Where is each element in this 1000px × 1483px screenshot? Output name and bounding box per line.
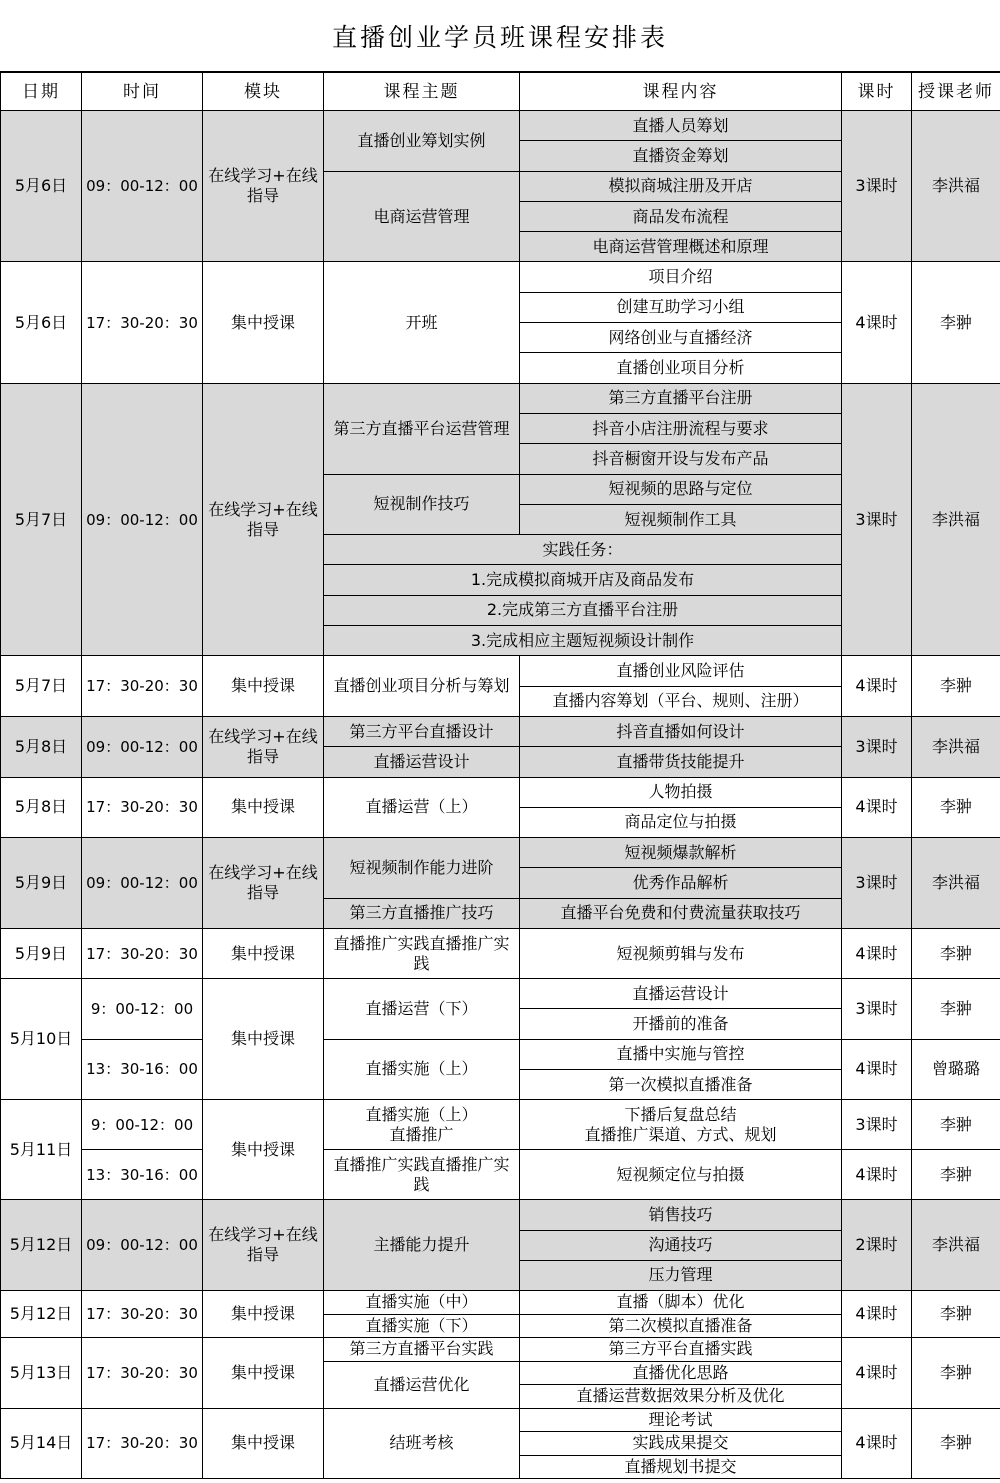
content-cell: 直播创业项目分析 — [520, 353, 842, 383]
content-cell: 人物拍摄 — [520, 777, 842, 807]
module-cell: 在线学习+在线指导 — [203, 111, 324, 262]
content-cell: 2.完成第三方直播平台注册 — [324, 595, 842, 625]
module-cell: 集中授课 — [203, 777, 324, 838]
date-cell: 5月10日 — [1, 979, 82, 1100]
topic-cell: 短视制作技巧 — [324, 474, 520, 535]
date-cell: 5月12日 — [1, 1291, 82, 1338]
teacher-cell: 李翀 — [912, 929, 1000, 979]
teacher-cell: 李翀 — [912, 1408, 1000, 1479]
date-cell: 5月8日 — [1, 716, 82, 777]
date-cell: 5月13日 — [1, 1338, 82, 1409]
content-cell: 直播创业风险评估 — [520, 656, 842, 686]
content-cell: 直播中实施与管控 — [520, 1039, 842, 1069]
hours-cell: 4课时 — [842, 929, 912, 979]
hours-cell: 3课时 — [842, 111, 912, 262]
hours-cell: 4课时 — [842, 1039, 912, 1100]
time-cell: 17：30-20：30 — [82, 777, 203, 838]
time-cell: 17：30-20：30 — [82, 262, 203, 383]
table-row — [1, 111, 1000, 141]
date-cell: 5月8日 — [1, 777, 82, 838]
teacher-cell: 李翀 — [912, 656, 1000, 717]
content-cell: 直播运营设计 — [520, 979, 842, 1009]
module-cell: 在线学习+在线指导 — [203, 716, 324, 777]
time-cell: 09：00-12：00 — [82, 716, 203, 777]
page-title: 直播创业学员班课程安排表 — [0, 0, 1000, 72]
topic-cell: 直播创业筹划实例 — [324, 111, 520, 172]
content-cell: 理论考试 — [520, 1408, 842, 1432]
teacher-cell: 李翀 — [912, 1338, 1000, 1409]
hours-cell: 3课时 — [842, 383, 912, 656]
topic-cell: 第三方直播平台实践 — [324, 1338, 520, 1362]
hours-cell: 3课时 — [842, 1100, 912, 1150]
teacher-cell: 李洪福 — [912, 1200, 1000, 1291]
topic-cell: 直播运营设计 — [324, 747, 520, 777]
content-cell: 创建互助学习小组 — [520, 292, 842, 322]
time-cell: 17：30-20：30 — [82, 656, 203, 717]
content-cell: 沟通技巧 — [520, 1230, 842, 1260]
content-cell: 第三方平台直播实践 — [520, 1338, 842, 1362]
teacher-cell: 李翀 — [912, 1150, 1000, 1200]
content-cell: 实践任务： — [324, 535, 842, 565]
hours-cell: 3课时 — [842, 716, 912, 777]
table-row — [1, 383, 1000, 413]
teacher-cell: 李翀 — [912, 262, 1000, 383]
time-cell: 9：00-12：00 — [82, 979, 203, 1040]
hours-cell: 2课时 — [842, 1200, 912, 1291]
content-cell: 电商运营管理概述和原理 — [520, 232, 842, 262]
content-cell: 短视频爆款解析 — [520, 838, 842, 868]
content-cell: 网络创业与直播经济 — [520, 323, 842, 353]
header-topic: 课程主题 — [324, 73, 520, 111]
table-row — [1, 929, 1000, 979]
time-cell: 09：00-12：00 — [82, 383, 203, 656]
hours-cell: 4课时 — [842, 656, 912, 717]
topic-cell: 短视频制作能力进阶 — [324, 838, 520, 899]
topic-cell: 结班考核 — [324, 1408, 520, 1479]
module-cell: 集中授课 — [203, 656, 324, 717]
content-cell: 1.完成模拟商城开店及商品发布 — [324, 565, 842, 595]
time-cell: 17：30-20：30 — [82, 929, 203, 979]
time-cell: 09：00-12：00 — [82, 1200, 203, 1291]
content-cell: 项目介绍 — [520, 262, 842, 292]
table-row — [1, 979, 1000, 1009]
content-cell: 开播前的准备 — [520, 1009, 842, 1039]
teacher-cell: 李翀 — [912, 1100, 1000, 1150]
table-row — [1, 656, 1000, 686]
time-cell: 17：30-20：30 — [82, 1291, 203, 1338]
header-module: 模块 — [203, 73, 324, 111]
topic-cell: 第三方平台直播设计 — [324, 716, 520, 746]
teacher-cell: 李洪福 — [912, 716, 1000, 777]
topic-cell: 直播运营（上） — [324, 777, 520, 838]
header-content: 课程内容 — [520, 73, 842, 111]
content-cell: 短视频制作工具 — [520, 504, 842, 534]
topic-cell: 直播实施（上） 直播推广 — [324, 1100, 520, 1150]
date-cell: 5月7日 — [1, 383, 82, 656]
content-cell: 直播运营数据效果分析及优化 — [520, 1385, 842, 1409]
teacher-cell: 李洪福 — [912, 838, 1000, 929]
date-cell: 5月6日 — [1, 111, 82, 262]
table-row — [1, 1100, 1000, 1150]
header-time: 时间 — [82, 73, 203, 111]
date-cell: 5月9日 — [1, 838, 82, 929]
teacher-cell: 李洪福 — [912, 383, 1000, 656]
teacher-cell: 曾璐璐 — [912, 1039, 1000, 1100]
module-cell: 集中授课 — [203, 1408, 324, 1479]
content-cell: 第三方直播平台注册 — [520, 383, 842, 413]
topic-cell: 直播实施（下） — [324, 1314, 520, 1338]
hours-cell: 4课时 — [842, 1408, 912, 1479]
content-cell: 直播资金筹划 — [520, 141, 842, 171]
time-cell: 13：30-16：00 — [82, 1150, 203, 1200]
topic-cell: 开班 — [324, 262, 520, 383]
schedule-table — [0, 72, 1000, 1479]
content-cell: 直播优化思路 — [520, 1361, 842, 1385]
date-cell: 5月12日 — [1, 1200, 82, 1291]
content-cell: 直播规划书提交 — [520, 1455, 842, 1479]
time-cell: 09：00-12：00 — [82, 838, 203, 929]
module-cell: 集中授课 — [203, 1338, 324, 1409]
table-row — [1, 838, 1000, 868]
content-cell: 短视频定位与拍摄 — [520, 1150, 842, 1200]
module-cell: 集中授课 — [203, 979, 324, 1100]
date-cell: 5月14日 — [1, 1408, 82, 1479]
hours-cell: 4课时 — [842, 1338, 912, 1409]
topic-cell: 电商运营管理 — [324, 171, 520, 262]
content-cell: 下播后复盘总结 直播推广渠道、方式、规划 — [520, 1100, 842, 1150]
table-row — [1, 1150, 1000, 1200]
date-cell: 5月6日 — [1, 262, 82, 383]
content-cell: 抖音橱窗开设与发布产品 — [520, 444, 842, 474]
date-cell: 5月9日 — [1, 929, 82, 979]
time-cell: 09：00-12：00 — [82, 111, 203, 262]
content-cell: 商品定位与拍摄 — [520, 807, 842, 837]
time-cell: 13：30-16：00 — [82, 1039, 203, 1100]
content-cell: 短视频的思路与定位 — [520, 474, 842, 504]
table-row — [1, 716, 1000, 746]
content-cell: 3.完成相应主题短视频设计制作 — [324, 626, 842, 656]
topic-cell: 第三方直播平台运营管理 — [324, 383, 520, 474]
content-cell: 直播人员筹划 — [520, 111, 842, 141]
module-cell: 集中授课 — [203, 262, 324, 383]
table-row — [1, 1291, 1000, 1315]
teacher-cell: 李翀 — [912, 777, 1000, 838]
content-cell: 模拟商城注册及开店 — [520, 171, 842, 201]
content-cell: 抖音小店注册流程与要求 — [520, 413, 842, 443]
module-cell: 集中授课 — [203, 929, 324, 979]
content-cell: 销售技巧 — [520, 1200, 842, 1230]
module-cell: 在线学习+在线指导 — [203, 383, 324, 656]
topic-cell: 直播推广实践直播推广实践 — [324, 929, 520, 979]
content-cell: 第一次模拟直播准备 — [520, 1069, 842, 1099]
content-cell: 优秀作品解析 — [520, 868, 842, 898]
teacher-cell: 李翀 — [912, 1291, 1000, 1338]
content-cell: 实践成果提交 — [520, 1432, 842, 1456]
content-cell: 短视频剪辑与发布 — [520, 929, 842, 979]
topic-cell: 直播推广实践直播推广实践 — [324, 1150, 520, 1200]
hours-cell: 3课时 — [842, 838, 912, 929]
content-cell: 抖音直播如何设计 — [520, 716, 842, 746]
topic-cell: 第三方直播推广技巧 — [324, 898, 520, 928]
date-cell: 5月11日 — [1, 1100, 82, 1200]
hours-cell: 4课时 — [842, 262, 912, 383]
table-row — [1, 1200, 1000, 1230]
header-row — [1, 73, 1000, 111]
content-cell: 直播内容筹划（平台、规则、注册） — [520, 686, 842, 716]
time-cell: 9：00-12：00 — [82, 1100, 203, 1150]
topic-cell: 主播能力提升 — [324, 1200, 520, 1291]
time-cell: 17：30-20：30 — [82, 1408, 203, 1479]
date-cell: 5月7日 — [1, 656, 82, 717]
header-date: 日期 — [1, 73, 82, 111]
topic-cell: 直播实施（中） — [324, 1291, 520, 1315]
module-cell: 集中授课 — [203, 1291, 324, 1338]
table-row — [1, 1408, 1000, 1432]
teacher-cell: 李洪福 — [912, 111, 1000, 262]
table-row — [1, 1039, 1000, 1069]
topic-cell: 直播创业项目分析与筹划 — [324, 656, 520, 717]
module-cell: 在线学习+在线指导 — [203, 1200, 324, 1291]
hours-cell: 4课时 — [842, 1291, 912, 1338]
hours-cell: 4课时 — [842, 777, 912, 838]
header-hours: 课时 — [842, 73, 912, 111]
topic-cell: 直播实施（上） — [324, 1039, 520, 1100]
hours-cell: 3课时 — [842, 979, 912, 1040]
header-teacher: 授课老师 — [912, 73, 1000, 111]
content-cell: 直播平台免费和付费流量获取技巧 — [520, 898, 842, 928]
hours-cell: 4课时 — [842, 1150, 912, 1200]
topic-cell: 直播运营（下） — [324, 979, 520, 1040]
teacher-cell: 李翀 — [912, 979, 1000, 1040]
content-cell: 压力管理 — [520, 1260, 842, 1290]
module-cell: 集中授课 — [203, 1100, 324, 1200]
table-row — [1, 262, 1000, 292]
content-cell: 商品发布流程 — [520, 201, 842, 231]
content-cell: 第二次模拟直播准备 — [520, 1314, 842, 1338]
table-row — [1, 1338, 1000, 1362]
module-cell: 在线学习+在线指导 — [203, 838, 324, 929]
topic-cell: 直播运营优化 — [324, 1361, 520, 1408]
table-row — [1, 777, 1000, 807]
content-cell: 直播（脚本）优化 — [520, 1291, 842, 1315]
content-cell: 直播带货技能提升 — [520, 747, 842, 777]
time-cell: 17：30-20：30 — [82, 1338, 203, 1409]
